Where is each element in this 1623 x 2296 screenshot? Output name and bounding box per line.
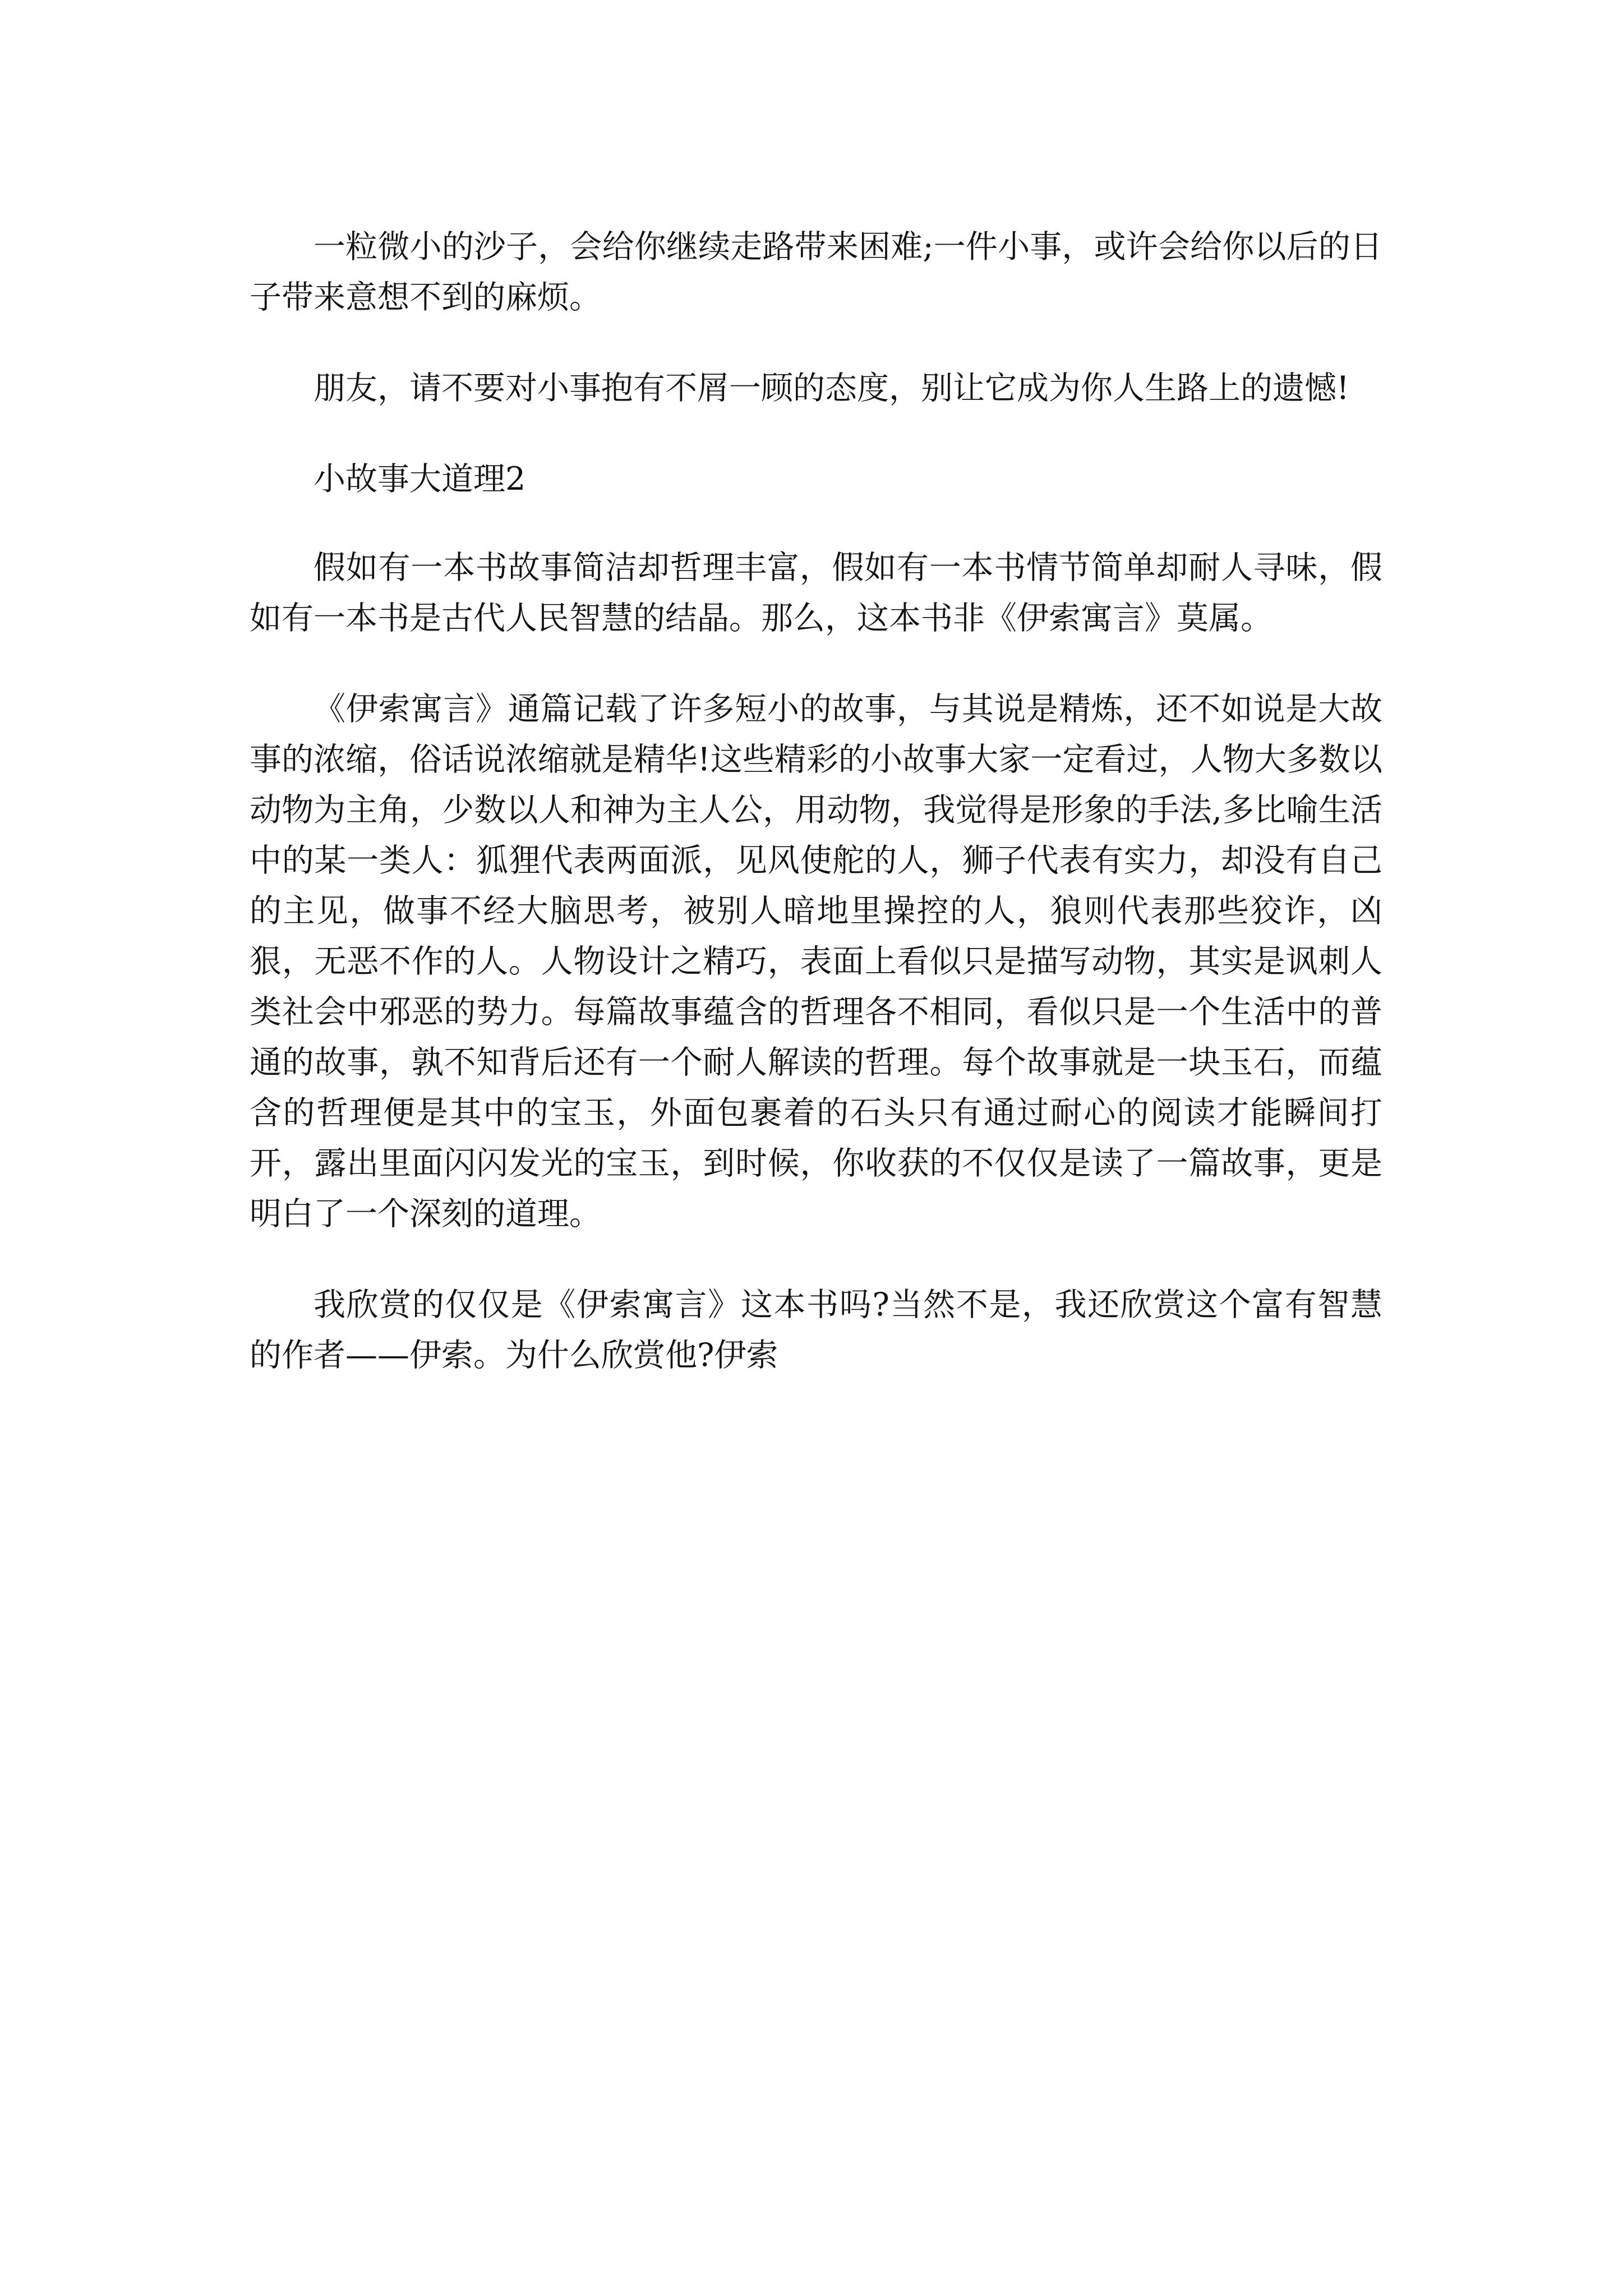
- paragraph-aesop-analysis: 《伊索寓言》通篇记载了许多短小的故事，与其说是精炼，还不如说是大故事的浓缩，俗话说浓缩就是精华!这些精彩的小故事大家一定看过，人物大多数以动物为主角，少数以人和神为主人公，用动物，我觉得是形象的手法,多比喻生活中的某一类人：狐狸代表两面派，见风使舵的人，狮子代表有实力，却没有自己的主见，做事不经大脑思考，被别人暗地里操控的人，狼则代表那些狡诈，凶狠，无恶不作的人。人物设计之精巧，表面上看似只是描写动物，其实是讽刺人类社会中邪恶的势力。每篇故事蕴含的哲理各不相同，看似只是一个生活中的普通的故事，孰不知背后还有一个耐人解读的哲理。每个故事就是一块玉石，而蕴含的哲理便是其中的宝玉，外面包裹着的石头只有通过耐心的阅读才能瞬间打开，露出里面闪闪发光的宝玉，到时候，你收获的不仅仅是读了一篇故事，更是明白了一个深刻的道理。: [250, 691, 1382, 1232]
- document-page: [250, 222, 1382, 1421]
- section-heading: 小故事大道理2: [313, 461, 526, 498]
- paragraph-book-intro: 假如有一本书故事简洁却哲理丰富，假如有一本书情节简单却耐人寻味，假如有一本书是古代人民智慧的结晶。那么，这本书非《伊索寓言》莫属。: [250, 549, 1382, 637]
- paragraph-sand-metaphor: 一粒微小的沙子，会给你继续走路带来困难;一件小事，或许会给你以后的日子带来意想不到的麻烦。: [250, 228, 1382, 316]
- paragraph-author-appreciation: 我欣赏的仅仅是《伊索寓言》这本书吗?当然不是，我还欣赏这个富有智慧的作者——伊索。为什么欣赏他?伊索: [250, 1286, 1382, 1374]
- paragraph-friend-advice: 朋友，请不要对小事抱有不屑一顾的态度，别让它成为你人生路上的遗憾!: [313, 370, 1349, 407]
